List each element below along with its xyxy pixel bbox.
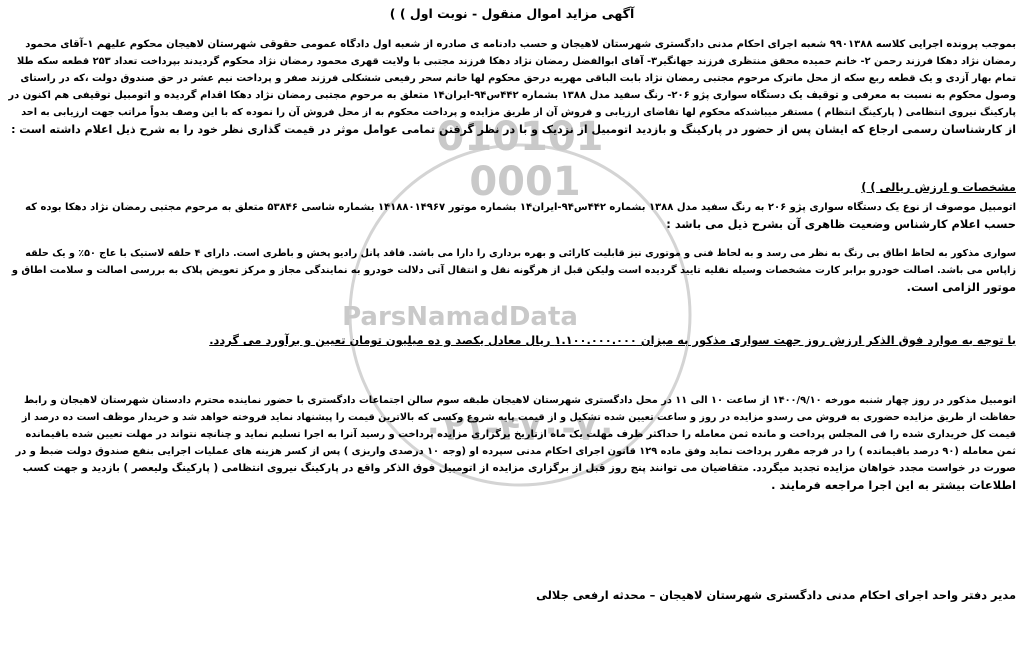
watermark-digits-2: 0001 bbox=[469, 159, 581, 205]
intro-line-1: بموجب پرونده اجرایی کلاسه ۹۹۰۱۳۸۸ شعبه اجرای احکام مدنی دادگستری شهرستان لاهیجان و حسب دادنامه ی صادره از شعبه اول دادگاه عمومی حقوقی شهرستان لاهیجان محکوم علیهم ۱-آقای محمود bbox=[25, 39, 1016, 50]
vehicle-line-1: اتومبیل موصوف از نوع یک دستگاه سواری پژو ۲۰۶ به رنگ سفید مدل ۱۳۸۸ بشماره ۴۴۲س۹۴-ایران۱۴ بشماره موتور ۱۴۱۸۸۰۱۴۹۶۷ بشماره شاسی ۵۳۸۴۶ متعلق به مرحوم مجتبی رمضان نژاد دهکا بوده که bbox=[25, 202, 1016, 213]
intro-line-6: از کارشناسان رسمی ارجاع که ایشان پس از حضور در پارکینگ و بازدید اتومبیل از نزدیک و با در نظر گرفتن تمامی عوامل موثر در قیمت گذاری نظر خود را به شرح ذیل اعلام داشته است : bbox=[11, 123, 1016, 136]
specs-heading: مشخصات و ارزش ریالی ) ) bbox=[861, 180, 1016, 194]
watermark-brand: ParsNamadData bbox=[342, 302, 578, 332]
auction-line-6: اطلاعات بیشتر به این اجرا مراجعه فرمایند . bbox=[771, 478, 1016, 492]
auction-line-2: حفاظت از طریق مزایده حضوری به فروش می رسدو مزایده در روز و ساعت تعیین شده تشکیل و از قیمت پایه شروع وکسی که بالاترین قیمت را پیشنهاد نماید فروخته خواهد شد و خریدار موظف است ده درصد از bbox=[21, 412, 1016, 423]
condition-line-3: موتور الزامی است. bbox=[906, 280, 1016, 294]
auction-line-1: اتومبیل مذکور در روز چهار شنبه مورخه ۱۴۰۰/۹/۱۰ از ساعت ۱۰ الی ۱۱ در محل دادگستری شهرستان لاهیجان طبقه سوم سالن اجتماعات دادگستری با حضور نماینده محترم دادستان شهرستان لاهیجان و رابط bbox=[24, 395, 1016, 406]
auction-line-3: قیمت کل خریداری شده را فی المجلس پرداخت و مانده ثمن معامله را حداکثر ظرف مهلت یک ماه ازتاریخ برگزاری مزایده پرداخت و رسید آنرا به اجرا تسلیم نماید و چنانچه نتواند در مهلت تعیین شده باقیمانده bbox=[25, 429, 1016, 440]
signature: مدیر دفتر واحد اجرای احکام مدنی دادگستری شهرستان لاهیجان – محدثه ارفعی جلالی bbox=[536, 588, 1016, 602]
condition-line-2: زاپاس می باشد. اصالت خودرو برابر کارت مشخصات وسیله نقلیه تایید گردیده است ولیکن قبل از هرگونه نقل و انتقال آتی دلالت خودرو به نمایندگی مجاز و مرکز تعویض پلاک به بررسی اصالت و سلامت اطاق و bbox=[11, 265, 1016, 276]
vehicle-line-2: حسب اعلام کارشناس وضعیت ظاهری آن بشرح ذیل می باشد : bbox=[666, 217, 1016, 231]
auction-line-5: صورت در خواست مجدد خواهان مزایده تجدید میگردد. متقاضیان می توانند پنج روز قبل از برگزاری مزایده از اتومبیل فوق الذکر واقع در پارکینگ نیروی انتظامی ( پارکینگ ولیعصر ) بازدید و جهت کسب bbox=[22, 463, 1016, 474]
intro-line-2: رمضان نژاد دهکا فرزند رحمن ۲- خانم حمیده محقق منتظری فرزند جهانگیر۳- آقای ابوالفضل رمضان نژاد دهکا فرزند مجتبی با ولایت قهری محمود رمضان نژاد محکوم گردیدند بپرداخت تعداد ۲۵۳ قطعه سکه طلا bbox=[17, 56, 1016, 67]
watermark-digits-1: 010101 bbox=[436, 114, 604, 160]
auction-line-4: ثمن معامله (۹۰ درصد باقیمانده ) را در فرجه مقرر پرداخت نماید وفق ماده ۱۲۹ قانون اجرای احکام مدنی سپرده او (وجه ۱۰ درصدی واریزی ) پس از کسر هزینه های عملیات اجرایی بنفع صندوق دولت ضبط و در bbox=[15, 446, 1016, 457]
notice-title: آگهی مزاید اموال منقول - نوبت اول ) ) bbox=[389, 6, 635, 21]
condition-line-1: سواری مذکور به لحاظ اطاق بی رنگ به نظر می رسد و به لحاظ فنی و موتوری نیز قابلیت کارائی و بهره برداری را دارا می باشد. فاقد پانل رادیو پخش و باطری است. دارای ۴ حلقه لاستیک با عاج ۵۰٪ و یک حلقه bbox=[25, 248, 1016, 259]
intro-line-5: پارکینگ نیروی انتظامی ( پارکینگ انتظام ) مستقر میباشدکه محکوم لها تقاضای ارزیابی و فروش آن از طریق مزایده و پرداخت محکوم به از محل فروش آن را نموده که با این وصف بدواً مراتب جهت ارزیابی به احد bbox=[21, 107, 1016, 118]
intro-line-4: وصول محکوم به نسبت به معرفی و توقیف یک دستگاه سواری پژو ۲۰۶- رنگ سفید مدل ۱۳۸۸ بشماره ۴۴۲س۹۴-ایران۱۴ متعلق به مرحوم مجتبی رمضان نژاد دهکا اقدام گردیده و اتومبیل توقیفی هم اکنون در bbox=[8, 90, 1016, 101]
intro-line-3: تمام بهار آزدی و یک قطعه ربع سکه از محل ماترک مرحوم مجتبی رمضان نژاد بابت الباقی مهریه درحق محکوم لها خانم سحر رفیعی ششکلی فرزند صفر و پرداخت نیم عشر در حق صندوق دولت ،که در راستای bbox=[20, 73, 1016, 84]
valuation-line: با توجه به موارد فوق الذکر ارزش روز جهت سواری مذکور به میزان ۱.۱۰۰.۰۰۰.۰۰۰ ریال معادل یکصد و ده میلیون تومان تعیین و برآورد می گردد. bbox=[209, 333, 1016, 347]
svg-text:۰۲۱-۴۷۰-۷۰: ۰۲۱-۴۷۰-۷۰ bbox=[422, 409, 618, 449]
